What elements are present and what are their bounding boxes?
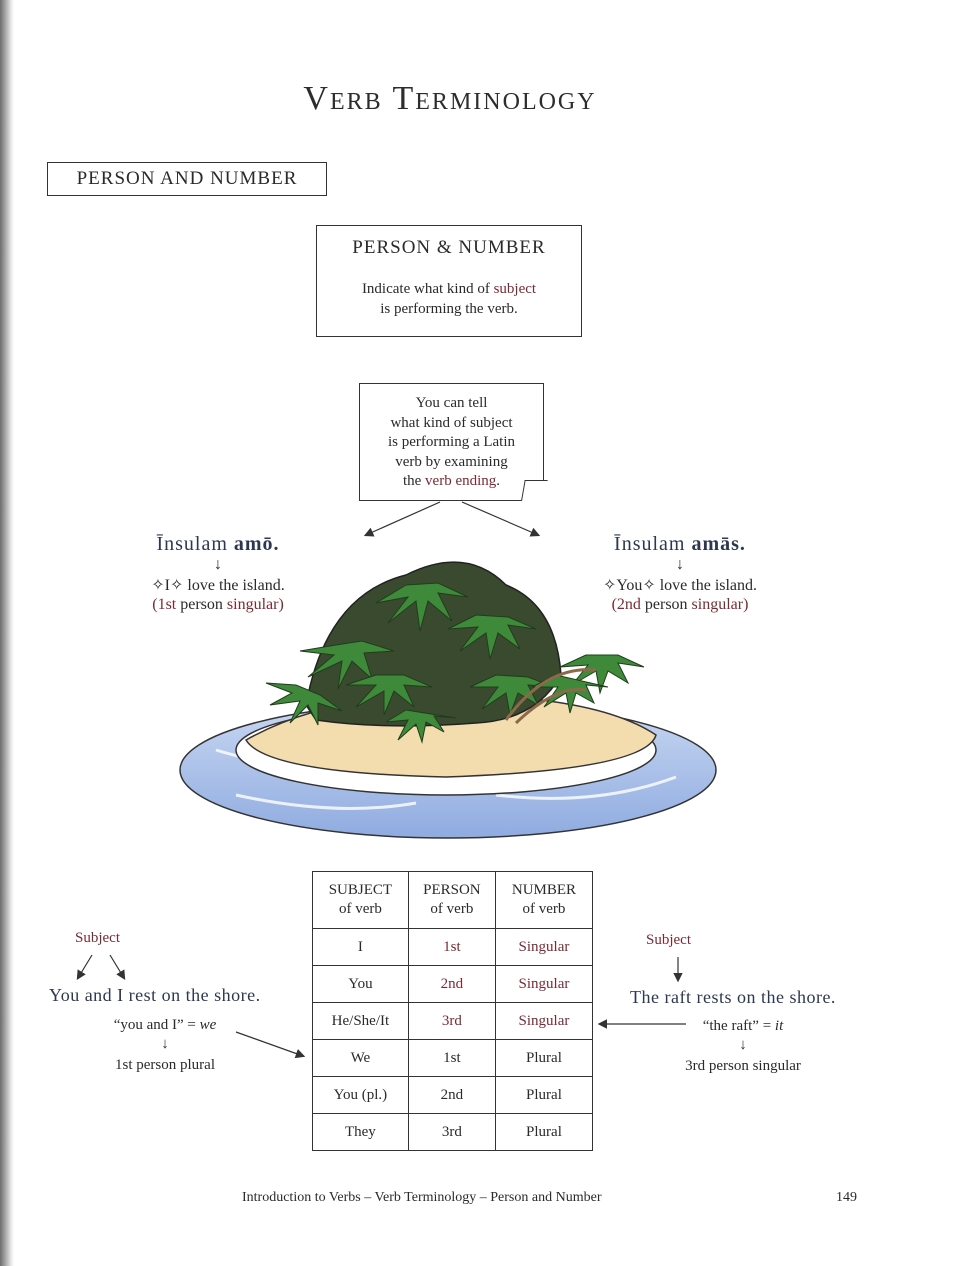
cell-person: 2nd xyxy=(408,966,495,1003)
cell-subject: I xyxy=(313,929,409,966)
header-subject-title: SUBJECT xyxy=(328,882,393,898)
translation-rest: love the island. xyxy=(655,577,758,594)
arrow-subject-left-a xyxy=(78,955,92,978)
definition-accent: subject xyxy=(493,281,537,297)
note-line: is performing a Latin xyxy=(387,434,516,450)
latin-verb: amās. xyxy=(691,533,746,555)
paren-open: ( xyxy=(152,596,158,613)
header-subject-sub: of verb xyxy=(338,901,382,917)
cell-number: Plural xyxy=(495,1114,592,1151)
page-number: 149 xyxy=(836,1190,857,1205)
translation-subject: ✧You✧ xyxy=(602,577,656,594)
paren-open: ( xyxy=(611,596,617,613)
arrow-to-right-example xyxy=(462,502,538,535)
cell-subject: You xyxy=(313,966,409,1003)
header-number-title: NUMBER xyxy=(511,882,577,898)
table-row xyxy=(313,1114,593,1151)
number-value: singular xyxy=(226,596,279,613)
person-value: 1st xyxy=(157,596,177,613)
equation-right xyxy=(648,1018,838,1035)
header-number xyxy=(495,872,592,929)
paren-close: ) xyxy=(743,596,749,613)
down-arrow-right: ↓ xyxy=(739,1037,747,1053)
cell-subject: We xyxy=(313,1040,409,1077)
equation-left-var: we xyxy=(199,1017,217,1033)
sentence-left: You and I rest on the shore. xyxy=(49,985,261,1005)
subject-label-right: Subject xyxy=(646,932,691,948)
arrow-to-left-example xyxy=(366,502,440,535)
page-title: Verb Terminology xyxy=(303,80,597,117)
equation-right-var: it xyxy=(774,1018,784,1034)
table-row xyxy=(313,1077,593,1114)
person-word: person xyxy=(640,596,692,613)
paren-close: ) xyxy=(278,596,284,613)
cell-number: Plural xyxy=(495,1077,592,1114)
person-word: person xyxy=(176,596,227,613)
cell-person: 3rd xyxy=(408,1003,495,1040)
note-accent: verb ending xyxy=(425,473,497,489)
section-heading: PERSON AND NUMBER xyxy=(47,162,327,196)
header-person-sub: of verb xyxy=(430,901,474,917)
person-value: 2nd xyxy=(616,596,641,613)
header-number-sub: of verb xyxy=(522,901,566,917)
island-illustration xyxy=(176,545,726,845)
table-row xyxy=(313,1003,593,1040)
page-footer: Introduction to Verbs – Verb Terminology – Person and Number xyxy=(242,1190,602,1205)
subject-label-left: Subject xyxy=(75,930,120,946)
table-row xyxy=(313,966,593,1003)
note-last-pre: the xyxy=(402,473,426,489)
cell-person: 1st xyxy=(408,929,495,966)
down-arrow-left: ↓ xyxy=(161,1036,169,1052)
down-arrow: ↓ xyxy=(676,556,684,573)
note-line: what kind of subject xyxy=(390,414,513,431)
equation-left-text: “you and I” = xyxy=(113,1017,200,1033)
header-person xyxy=(408,872,495,929)
table-row xyxy=(313,1040,593,1077)
cell-subject: They xyxy=(313,1114,409,1151)
table-header-row xyxy=(313,872,593,929)
down-arrow: ↓ xyxy=(214,556,222,573)
cell-subject: You (pl.) xyxy=(313,1077,409,1114)
result-left: 1st person plural xyxy=(115,1057,215,1073)
header-person-title: PERSON xyxy=(423,882,481,898)
sentence-right: The raft rests on the shore. xyxy=(630,987,836,1007)
definition-text-line2: is performing the verb. xyxy=(380,301,518,317)
person-number-table xyxy=(312,871,593,1151)
note-line: verb by examining xyxy=(395,453,508,470)
number-value: singular xyxy=(691,596,744,613)
header-subject xyxy=(313,872,409,929)
cell-person: 3rd xyxy=(408,1114,495,1151)
note-last-post: . xyxy=(496,473,501,489)
translation-rest: love the island. xyxy=(183,577,285,594)
latin-verb: amō. xyxy=(233,533,280,555)
cell-person: 1st xyxy=(408,1040,495,1077)
cell-person: 2nd xyxy=(408,1077,495,1114)
note-line: You can tell xyxy=(415,395,488,411)
definition-text-pre: Indicate what kind of xyxy=(361,281,494,297)
latin-word: Īnsulam xyxy=(156,533,228,555)
arrow-subject-left-b xyxy=(110,955,124,978)
cell-subject: He/She/It xyxy=(313,1003,409,1040)
latin-word: Īnsulam xyxy=(614,533,686,555)
table-row xyxy=(313,929,593,966)
result-right: 3rd person singular xyxy=(685,1058,801,1074)
cell-number: Singular xyxy=(495,929,592,966)
cell-number: Singular xyxy=(495,966,592,1003)
cell-number: Plural xyxy=(495,1040,592,1077)
cell-number: Singular xyxy=(495,1003,592,1040)
equation-right-text: “the raft” = xyxy=(702,1018,775,1034)
equation-left xyxy=(70,1017,260,1034)
translation-subject: ✧I✧ xyxy=(151,577,184,594)
definition-heading: PERSON & NUMBER xyxy=(352,237,546,258)
